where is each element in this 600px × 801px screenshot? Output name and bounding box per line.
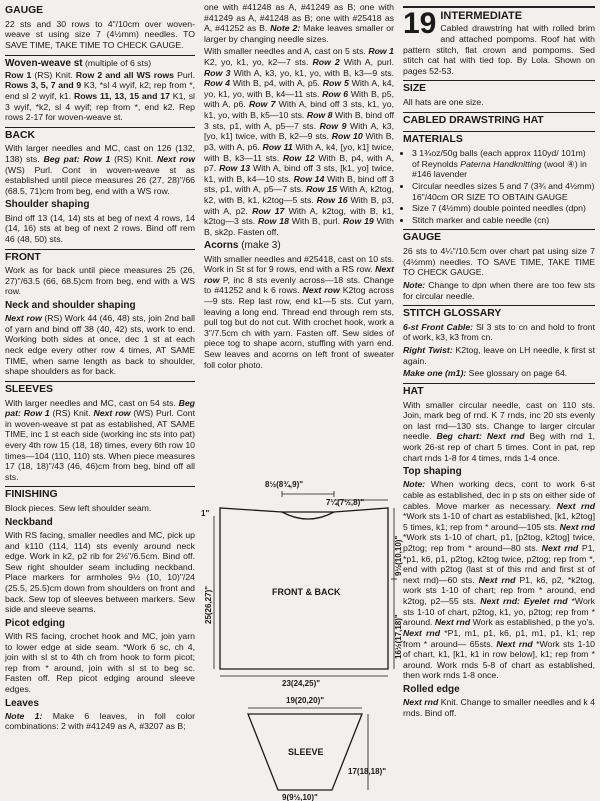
acorns-text: With smaller needles and #25418, cast on 10 sts. Work in St st for 9 rows, end with a RS row. Next row P, inc 8 sts evenly across—18 sts. Change to #41252 and k 6 rows. Next row K2tog across—9 sts. Rep last row, end k1—5 sts. Cut yarn, leaving a long end. Thread end through rem sts, pull tog but do not cut. With crochet hook, work a 3"/7.5cm ch with yarn. Fasten off. Sew sides of piece tog to shape acorn, stuffing with yarn end. Sew leaves and acorns on left front of sweater foll color photo. bbox=[204, 253, 394, 370]
leaves-text: Note 1: Make 6 leaves, in foll color combinations: 2 with #41249 as A, #3207 as B; bbox=[5, 710, 196, 732]
picot-text: With RS facing, crochet hook and MC, join yarn to lower edge at side seam. *Work 6 sc, ch 4, join with sl st to 4th ch from hook to form picot; rep from * around, join with sl st to beg sc. Fasten off. Rep picot edging around sleeve edges. bbox=[5, 630, 195, 695]
finishing-text: Block pieces. Sew left shoulder seam. bbox=[5, 503, 152, 514]
bottom-width-label: 23(24,25)" bbox=[282, 679, 321, 688]
materials-list bbox=[403, 148, 595, 225]
sleeves-text: With larger needles and MC, cast on 54 sts. Beg pat: Row 1 (RS) Knit. Next row (WS) Purl. Cont in woven-weave st pat as established, AT SAME TIME, inc 1 st each side (working inc sts into pat) every 4th row 15 (18, 18) times, every 6th row 10 times—104 (110, 110) sts. When piece measures 17 (18, 18)"/43 (46, 46)cm from beg, bind off all sts. bbox=[5, 397, 195, 482]
size-text: All hats are one size. bbox=[403, 97, 484, 108]
list-item: • Circular needles sizes 5 and 7 (3¾ and 4½mm) 16"/40cm OR SIZE TO OBTAIN GAUGE bbox=[412, 181, 595, 202]
column-left bbox=[5, 2, 195, 734]
pattern-header bbox=[403, 6, 595, 76]
list-item: • Stitch marker and cable needle (cn) bbox=[412, 215, 595, 226]
gauge-text: 22 sts and 30 rows to 4"/10cm over woven-weave st using size 7 (4½mm) needles. TO SAVE TIME, TAKE TIME TO CHECK GAUGE. bbox=[5, 18, 195, 50]
list-item: • 3 1¾oz/50g balls (each approx 110yd/ 101m) of Reynolds Paterna Handknitting (wool ④) in #146 lavender bbox=[412, 148, 595, 180]
hat-heading: HAT bbox=[403, 383, 595, 399]
neck-heading: Neck and shoulder shaping bbox=[5, 300, 136, 312]
shoulder-text: Bind off 13 (14, 14) sts at beg of next 4 rows, 14 (14, 16) sts at beg of next 2 rows. Bind off rem 46 (48, 50) sts. bbox=[5, 212, 195, 244]
sleeve-bottom-label: 9(9½,10)" bbox=[282, 793, 318, 801]
top-shaping-heading: Top shaping bbox=[403, 466, 462, 478]
neck-drop-label: 1" bbox=[201, 509, 210, 518]
sleeve-length-label: 17(18,18)" bbox=[348, 767, 387, 776]
front-text: Work as for back until piece measures 25 (26, 27)"/63.5 (66, 68.5)cm from beg, end with a WS row. bbox=[5, 265, 195, 297]
length-label: 25(26,27)" bbox=[204, 585, 213, 624]
schematic-diagram bbox=[198, 464, 403, 801]
column-middle bbox=[204, 2, 394, 372]
neckband-text: With RS facing, smaller needles and MC, pick up and k110 (114, 114) sts evenly around neck edge. Work in k2, p2 rib for 2½"/6.5cm. Bind off. Sew right shoulder seam including neckband. Place markers for armholes 9½ (10, 10)"/24 (25.5, 25.5)cm down from shoulders on front and back. Sew top of sleeves between markers. Sew side and sleeve seams. bbox=[5, 529, 195, 615]
hat-text: With smaller circular needle, cast on 110 sts. Join, mark beg of rnd. K 7 rnds, inc 20 sts evenly on last rnd—130 sts. Change to larger circular needle. Beg chart: Next rnd Beg with rnd 1, work 26-st rep of chart 5 times. Cont in pat, rep chart rnds 1-8 for 4 times, rnds 1-4 once. bbox=[403, 399, 595, 463]
front-heading: FRONT bbox=[5, 249, 195, 265]
front-back-label: FRONT & BACK bbox=[272, 587, 341, 597]
shoulder-heading: Shoulder shaping bbox=[5, 199, 90, 211]
glossary-entry: Right Twist: K2tog, leave on LH needle, k first st again. bbox=[403, 345, 595, 366]
pattern-number: 19 bbox=[403, 7, 437, 40]
back-heading: BACK bbox=[5, 127, 195, 143]
woven-weave-section: Woven-weave st (multiple of 6 sts) Row 1 (RS) Knit. Row 2 and all WS rows Purl. Rows 3, 5, 7 and 9 K3, *sl 4 wyif, k2; rep from *, end sl 2 wyif, k1. Rows 11, 13, 15 and 17 K1, sl 3 wyif, *k2, sl 4 wyif; rep from *, end k2. Rep rows 2-17 for woven-weave st. bbox=[5, 55, 195, 123]
materials-heading: MATERIALS bbox=[403, 131, 595, 147]
leaf-rows: With smaller needles and A, cast on 5 sts. Row 1 K2, yo, k1, yo, k2—7 sts. Row 2 With A, purl. Row 3 With A, k3, yo, k1, yo, with B, k3—9 sts. Row 4 With B, p4, with A, p5. Row 5 With A, k4, yo, k1, yo, with B, k4—11 sts. Row 6 With B, p5, with A, p6. Row 7 With A, bind off 3 sts, k1, yo, k1, yo, with B, k5—10 sts. Row 8 With B, bind off 3 sts, p1, with A, p5—7 sts. Row 9 With A, k3, [yo, k1] twice, with B, k2—9 sts. Row 10 With B, p3, with A, p6. Row 11 With A, k4, [yo, k1] twice, with B, k3—11 sts. Row 12 With B, p4, with A, p7. Row 13 With A, bind off 3 sts, [k1, yo] twice, k1, with B, k4—10 sts. Row 14 With B, bind off 3 sts, p1, with A, p5—7 sts. Row 15 With A, k2tog, k2, with B, k1, k2tog—5 sts. Row 16 With B, p3, with A, p2. Row 17 With A, k2tog, with B, k1, k2tog—3 sts. Row 18 With B, purl. Row 19 With B, sk2p. Fasten off. bbox=[204, 46, 395, 237]
sleeve-label: SLEEVE bbox=[288, 747, 324, 757]
size-heading: SIZE bbox=[403, 80, 595, 96]
hat-gauge-heading: GAUGE bbox=[403, 229, 595, 245]
sleeve-top-label: 19(20,20)" bbox=[286, 696, 325, 705]
woven-weave-heading: Woven-weave st bbox=[5, 57, 83, 69]
column-right bbox=[403, 2, 595, 720]
neck-text: Next row (RS) Work 44 (46, 48) sts, join 2nd ball of yarn and bind off 38 (40, 42) sts, work to end. Working both sides at once, dec 1 st at each neck edge every other row 4 times, AT SAME TIME, when same length as back to shoulder, shape shoulders as for back. bbox=[5, 313, 195, 377]
gauge-heading: GAUGE bbox=[5, 5, 44, 16]
picot-heading: Picot edging bbox=[5, 617, 65, 629]
armhole-label: 9½(10,10)" bbox=[394, 535, 403, 576]
back-text: With larger needles and MC, cast on 126 (132, 138) sts. Beg pat: Row 1 (RS) Knit. Next row (WS) Purl. Cont in woven-weave st as established until piece measures 26 (27, 28)"/66 (68.5, 71)cm from beg, end with a WS row. bbox=[5, 143, 195, 196]
top-shaping-text: Note: When working decs, cont to work 6-st cable as established, dec in p sts on either side of cables. Move marker as necessary. Next rnd *Work sts 1-10 of chart as established, [k1, k2tog] 5 times, k1; rep from * around—105 sts. Next rnd *Work sts 1-10 of chart, p1, [p2tog, k2tog] twice, p2tog; rep from * around—80 sts. Next rnd P1, *p1, k6, p1, p2tog, k2tog twice, p2tog; rep from *, end with p2tog (last st of this rnd and first st of next rnd)—60 sts. Next rnd P1, k6, p2, *k2tog, work sts 1-10 of chart; rep from * around, end k2tog, p2—55 sts. Next rnd: Eyelet rnd *Work sts 1-10 of chart, p2tog, k1, yo, p2tog; rep from * around. Next rnd Work as established, p the yo's. Next rnd *P1, m1, p1, k6, p1, m1, p1, k1; rep from * around— 65sts. Next rnd *Work sts 1-10 of chart, k1, [k1, k1 in row below], k1; rep from * around. Work rnds 5-8 of chart as established, then work rnds 1-8 once. bbox=[403, 479, 596, 681]
finishing-heading: FINISHING bbox=[5, 486, 195, 502]
pattern-intro: Cabled drawstring hat with rolled brim and attached pompoms. Roof hat with pattern stitch, flat crown and pompoms. Sed stitch cat hat with tied top. By Lola. Shown on pages 52-53. bbox=[403, 23, 595, 76]
skill-level: INTERMEDIATE bbox=[440, 10, 523, 22]
leaves-continued: one with #41248 as A, #41249 as B; one with #41249 as A, #41248 as B; one with #25418 as A, #41252 as B. Note 2: Make leaves smaller or larger by changing needle sizes. bbox=[204, 2, 394, 44]
acorns-heading: Acorns (make 3) bbox=[204, 240, 281, 252]
top-width-label: 8½(8¾,9)" bbox=[265, 480, 304, 489]
rolled-edge-heading: Rolled edge bbox=[403, 683, 460, 695]
shoulder-label: 7¼(7½,8)" bbox=[326, 498, 365, 507]
side-label: 16½(17,18)" bbox=[394, 614, 403, 659]
glossary-entry: 6-st Front Cable: Sl 3 sts to cn and hold to front of work, k3, k3 from cn. bbox=[403, 321, 595, 343]
hat-gauge-text: 26 sts to 4¼"/10.5cm over chart pat using size 7 (4½mm) needles. TO SAVE TIME, TAKE TIME TO CHECK GAUGE. bbox=[403, 246, 595, 278]
glossary-entry: Make one (m1): See glossary on page 64. bbox=[403, 368, 568, 379]
cabled-hat-heading: CABLED DRAWSTRING HAT bbox=[403, 112, 595, 128]
sleeves-heading: SLEEVES bbox=[5, 381, 195, 397]
leaves-heading: Leaves bbox=[5, 697, 39, 709]
rolled-edge-text: Next rnd Knit. Change to smaller needles and k 4 rnds. Bind off. bbox=[403, 697, 595, 718]
stitch-glossary-heading: STITCH GLOSSARY bbox=[403, 305, 595, 321]
list-item: • Size 7 (4½mm) double pointed needles (dpn) bbox=[412, 203, 595, 214]
hat-note: Note: Change to dpn when there are too few sts for circular needle. bbox=[403, 279, 595, 301]
neckband-heading: Neckband bbox=[5, 516, 53, 528]
